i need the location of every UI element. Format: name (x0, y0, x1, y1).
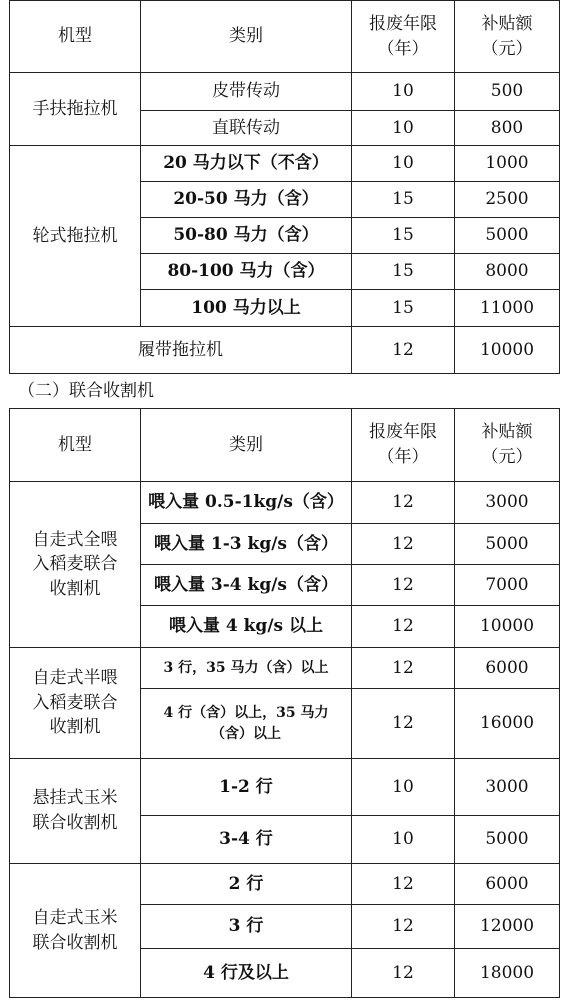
header-model: 机型 (10, 1, 141, 73)
model-line: 悬挂式玉米 (32, 788, 118, 809)
category-line: 4 行（含）以上，35 马力 (163, 705, 329, 722)
category-cell: 喂入量 0.5-1kg/s（含） (141, 482, 352, 524)
years-cell: 12 (352, 482, 455, 524)
model-cell: 手扶拖拉机 (10, 73, 141, 146)
category-cell: 20 马力以下（不含） (141, 146, 352, 182)
model-cell: 轮式拖拉机 (10, 146, 141, 327)
section-title: （二）联合收割机 (18, 381, 154, 401)
table-row (10, 327, 560, 374)
years-cell: 10 (352, 111, 455, 146)
model-line: 收割机 (49, 578, 101, 599)
model-cell (10, 648, 141, 759)
category-cell: 20-50 马力（含） (141, 182, 352, 218)
years-cell: 12 (352, 565, 455, 606)
category-cell: 4 行及以上 (141, 949, 352, 998)
years-cell: 15 (352, 290, 455, 327)
subsidy-cell: 12000 (455, 905, 560, 949)
header-subsidy-unit: （元） (481, 38, 533, 59)
years-cell: 12 (352, 905, 455, 949)
subsidy-cell: 16000 (455, 689, 560, 759)
subsidy-cell: 6000 (455, 864, 560, 905)
subsidy-cell: 3000 (455, 482, 560, 524)
years-cell: 12 (352, 864, 455, 905)
header-years-label: 报废年限 (369, 422, 437, 443)
table-row (10, 482, 560, 524)
model-line: 联合收割机 (32, 813, 118, 833)
header-category: 类别 (141, 1, 352, 73)
subsidy-cell: 5000 (455, 816, 560, 864)
years-cell: 12 (352, 689, 455, 759)
model-cell (10, 864, 141, 998)
category-line: （含）以上 (211, 725, 281, 742)
years-cell: 10 (352, 816, 455, 864)
years-cell: 10 (352, 73, 455, 111)
header-years-unit: （年） (377, 38, 429, 59)
years-cell: 10 (352, 759, 455, 816)
subsidy-cell: 5000 (455, 524, 560, 565)
years-cell: 12 (352, 648, 455, 689)
years-cell: 12 (352, 327, 455, 374)
years-cell: 15 (352, 254, 455, 290)
harvester-subsidy-table (9, 408, 560, 998)
category-cell: 皮带传动 (141, 73, 352, 111)
model-line: 入稻麦联合 (32, 692, 118, 713)
table-row (10, 73, 560, 111)
subsidy-cell: 7000 (455, 565, 560, 606)
model-line: 入稻麦联合 (32, 554, 118, 575)
subsidy-cell: 8000 (455, 254, 560, 290)
category-cell: 喂入量 1-3 kg/s（含） (141, 524, 352, 565)
model-line: 收割机 (49, 717, 101, 738)
category-cell: 50-80 马力（含） (141, 218, 352, 254)
header-subsidy-label: 补贴额 (481, 13, 533, 34)
table-row (10, 648, 560, 689)
model-line: 自走式半喂 (32, 668, 118, 689)
header-years (352, 409, 455, 482)
category-cell (141, 689, 352, 759)
category-cell: 3 行 (141, 905, 352, 949)
model-cell (10, 759, 141, 864)
subsidy-cell: 1000 (455, 146, 560, 182)
subsidy-cell: 500 (455, 73, 560, 111)
category-cell: 80-100 马力（含） (141, 254, 352, 290)
model-line: 联合收割机 (32, 932, 118, 953)
header-years (352, 1, 455, 73)
table-header-row (10, 409, 560, 482)
subsidy-cell: 5000 (455, 218, 560, 254)
header-subsidy (455, 1, 560, 73)
subsidy-cell: 3000 (455, 759, 560, 816)
years-cell: 12 (352, 949, 455, 998)
years-cell: 15 (352, 182, 455, 218)
header-subsidy (455, 409, 560, 482)
category-cell: 1-2 行 (141, 759, 352, 816)
category-cell: 3-4 行 (141, 816, 352, 864)
category-cell: 直联传动 (141, 111, 352, 146)
header-subsidy-unit: （元） (481, 447, 533, 467)
header-model: 机型 (10, 409, 141, 482)
category-cell: 喂入量 4 kg/s 以上 (141, 606, 352, 648)
category-cell: 100 马力以上 (141, 290, 352, 327)
table-row (10, 864, 560, 905)
header-years-unit: （年） (377, 447, 429, 467)
years-cell: 10 (352, 146, 455, 182)
years-cell: 12 (352, 524, 455, 565)
table-row (10, 146, 560, 182)
tractor-subsidy-table (9, 0, 560, 374)
subsidy-cell: 2500 (455, 182, 560, 218)
subsidy-cell: 10000 (455, 327, 560, 374)
model-cell (10, 482, 141, 648)
subsidy-cell: 18000 (455, 949, 560, 998)
table-header-row (10, 1, 560, 73)
subsidy-cell: 800 (455, 111, 560, 146)
model-line: 自走式玉米 (32, 907, 118, 928)
subsidy-cell: 6000 (455, 648, 560, 689)
years-cell: 12 (352, 606, 455, 648)
header-years-label: 报废年限 (369, 13, 437, 34)
subsidy-cell: 10000 (455, 606, 560, 648)
header-subsidy-label: 补贴额 (481, 422, 533, 443)
subsidy-cell: 11000 (455, 290, 560, 327)
model-cell: 履带拖拉机 (10, 327, 352, 374)
header-category: 类别 (141, 409, 352, 482)
years-cell: 15 (352, 218, 455, 254)
model-line: 自走式全喂 (32, 529, 118, 550)
category-cell: 3 行，35 马力（含）以上 (141, 648, 352, 689)
category-cell: 喂入量 3-4 kg/s（含） (141, 565, 352, 606)
table-row (10, 759, 560, 816)
category-cell: 2 行 (141, 864, 352, 905)
